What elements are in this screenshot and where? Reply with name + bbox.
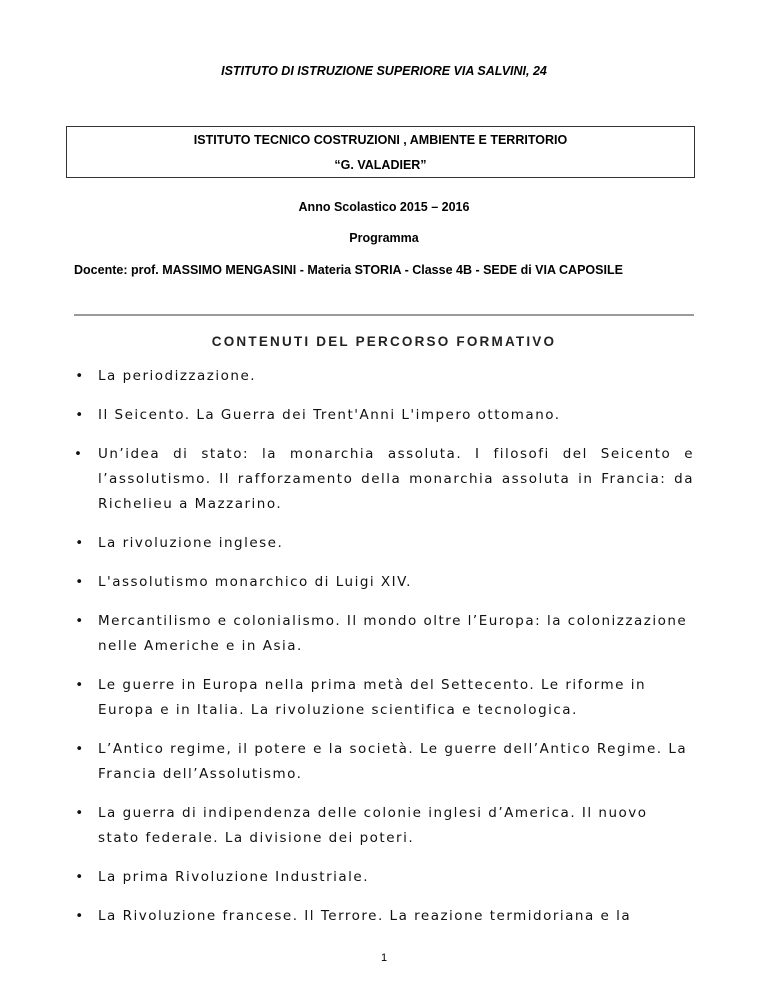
- list-item: • Il Seicento. La Guerra dei Trent'Anni L'impero ottomano.: [74, 403, 694, 428]
- program-title: Programma: [349, 231, 419, 245]
- list-item: • Un’idea di stato: la monarchia assoluta. I filosofi del Seicento e l’assolutismo. Il rafforzamento della monarchia assoluta in Francia: da Richelieu a Mazzarino.: [74, 442, 694, 517]
- bullet-icon: •: [75, 368, 85, 384]
- list-item: • Mercantilismo e colonialismo. Il mondo oltre l’Europa: la colonizzazione nelle Americhe e in Asia.: [74, 609, 694, 659]
- school-year: Anno Scolastico 2015 – 2016: [298, 200, 470, 214]
- bullet-icon: •: [75, 574, 85, 590]
- bullet-icon: •: [75, 613, 85, 629]
- bullet-icon: •: [75, 805, 85, 821]
- list-item: • L’Antico regime, il potere e la società. Le guerre dell’Antico Regime. La Francia dell’Assolutismo.: [74, 737, 694, 787]
- bullet-icon: •: [74, 446, 84, 462]
- list-item: • La prima Rivoluzione Industriale.: [74, 865, 694, 890]
- content-list: [74, 364, 694, 943]
- bullet-icon: •: [75, 869, 85, 885]
- school-header: ISTITUTO DI ISTRUZIONE SUPERIORE VIA SALVINI, 24: [221, 64, 547, 78]
- list-item: • Le guerre in Europa nella prima metà del Settecento. Le riforme in Europa e in Italia. La rivoluzione scientifica e tecnologica.: [74, 673, 694, 723]
- bullet-icon: •: [75, 908, 85, 924]
- list-item: • L'assolutismo monarchico di Luigi XIV.: [74, 570, 694, 595]
- page-number: 1: [380, 952, 388, 964]
- list-item: • La guerra di indipendenza delle colonie inglesi d’America. Il nuovo stato federale. La divisione dei poteri.: [74, 801, 694, 851]
- institute-box: [66, 126, 695, 178]
- bullet-icon: •: [75, 535, 85, 551]
- bullet-icon: •: [75, 407, 85, 423]
- list-item: • La periodizzazione.: [74, 364, 694, 389]
- bullet-icon: •: [75, 741, 85, 757]
- teacher-info: Docente: prof. MASSIMO MENGASINI - Materia STORIA - Classe 4B - SEDE di VIA CAPOSILE: [74, 263, 623, 277]
- divider: [74, 314, 694, 316]
- institute-subtitle: “G. VALADIER”: [334, 158, 427, 172]
- institute-name: ISTITUTO TECNICO COSTRUZIONI , AMBIENTE E TERRITORIO: [193, 133, 568, 147]
- list-item: • La rivoluzione inglese.: [74, 531, 694, 556]
- bullet-icon: •: [75, 677, 85, 693]
- section-title: CONTENUTI DEL PERCORSO FORMATIVO: [211, 334, 557, 349]
- list-item: • La Rivoluzione francese. Il Terrore. La reazione termidoriana e la: [74, 904, 694, 929]
